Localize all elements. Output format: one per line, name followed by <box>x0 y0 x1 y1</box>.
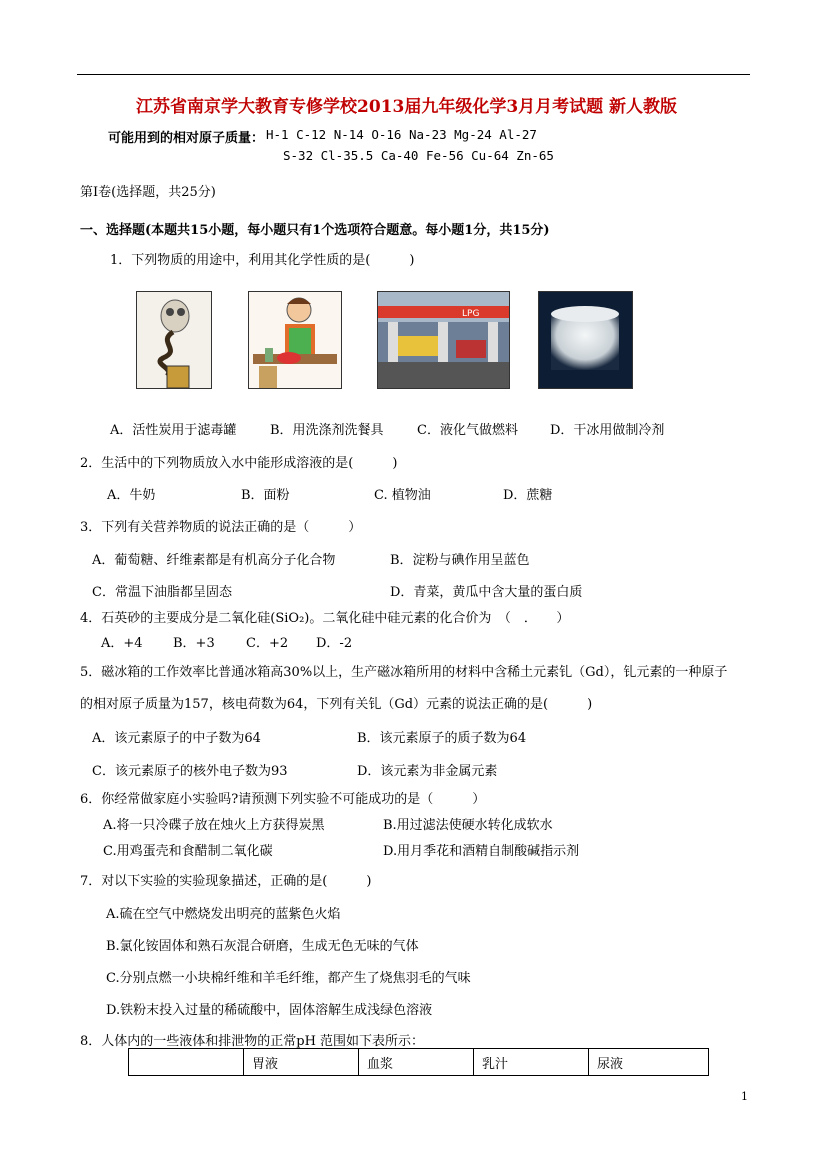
gas-mask-image <box>136 291 212 389</box>
page-number: 1 <box>741 1090 748 1103</box>
question-5-option-a: A．该元素原子的中子数为64 <box>92 731 261 746</box>
question-3-option-d: D．青菜，黄瓜中含大量的蛋白质 <box>390 585 583 600</box>
question-1-option-c: C．液化气做燃料 <box>417 423 518 438</box>
question-3-option-b: B．淀粉与碘作用呈蓝色 <box>390 553 530 568</box>
question-5-stem-continued: 的相对原子质量为157，核电荷数为64，下列有关钆（Gd）元素的说法正确的是( ) <box>80 697 593 712</box>
lpg-station-image <box>377 291 510 389</box>
question-1-stem: 1．下列物质的用途中，利用其化学性质的是( ) <box>110 253 415 268</box>
question-2-option-c: C. 植物油 <box>374 488 431 503</box>
volume-header: 第Ⅰ卷(选择题，共25分) <box>80 185 216 200</box>
question-2-option-b: B．面粉 <box>241 488 290 503</box>
atomic-mass-line-2: S-32 Cl-35.5 Ca-40 Fe-56 Cu-64 Zn-65 <box>283 148 554 163</box>
table-header-cell: 胃液 <box>244 1049 359 1076</box>
table-row <box>129 1049 709 1076</box>
atomic-mass-line-1: H-1 C-12 N-14 O-16 Na-23 Mg-24 Al-27 <box>266 127 537 142</box>
question-3-option-a: A．葡萄糖、纤维素都是有机高分子化合物 <box>92 553 336 568</box>
question-4-option-d: D．-2 <box>316 636 353 651</box>
question-7-option-b: B.氯化铵固体和熟石灰混合研磨，生成无色无味的气体 <box>106 939 419 954</box>
question-3-stem: 3．下列有关营养物质的说法正确的是（ ） <box>80 520 362 535</box>
question-1-option-a: A．活性炭用于滤毒罐 <box>110 423 237 438</box>
page-title: 江苏省南京学大教育专修学校2013届九年级化学3月月考试题 新人教版 <box>136 97 678 117</box>
question-7-option-c: C.分别点燃一小块棉纤维和羊毛纤维，都产生了烧焦羽毛的气味 <box>106 971 471 986</box>
ph-table <box>128 1048 709 1076</box>
question-3-option-c: C．常温下油脂都呈固态 <box>92 585 232 600</box>
question-6-option-b: B.用过滤法使硬水转化成软水 <box>383 818 553 833</box>
question-4-option-b: B．+3 <box>173 636 215 651</box>
question-2-option-a: A．牛奶 <box>107 488 156 503</box>
question-4-stem: 4．石英砂的主要成分是二氧化硅(SiO₂)。二氧化硅中硅元素的化合价为 （ ． ） <box>80 611 570 626</box>
question-6-option-d: D.用月季花和酒精自制酸碱指示剂 <box>383 844 580 859</box>
question-4-option-c: C．+2 <box>246 636 289 651</box>
table-header-cell: 尿液 <box>589 1049 709 1076</box>
svg-text:LPG: LPG <box>462 309 480 319</box>
question-1-option-b: B．用洗涤剂洗餐具 <box>270 423 384 438</box>
question-5-option-d: D．该元素为非金属元素 <box>357 764 498 779</box>
section-header: 一、选择题(本题共15小题，每小题只有1个选项符合题意。每小题1分，共15分) <box>80 223 550 238</box>
question-5-stem: 5．磁冰箱的工作效率比普通冰箱高30%以上，生产磁冰箱所用的材料中含稀土元素钆（Gd），钆元素的一种原子 <box>80 665 728 680</box>
question-6-stem: 6．你经常做家庭小实验吗?请预测下列实验不可能成功的是（ ） <box>80 792 486 807</box>
question-7-option-a: A.硫在空气中燃烧发出明亮的蓝紫色火焰 <box>106 907 341 922</box>
question-7-option-d: D.铁粉末投入过量的稀硫酸中，固体溶解生成浅绿色溶液 <box>106 1003 433 1018</box>
dishwashing-person-image <box>248 291 342 389</box>
dry-ice-image <box>538 291 633 389</box>
header-rule <box>77 74 750 75</box>
question-7-stem: 7．对以下实验的实验现象描述，正确的是( ) <box>80 874 372 889</box>
question-1-option-d: D．干冰用做制冷剂 <box>550 423 665 438</box>
question-5-option-c: C．该元素原子的核外电子数为93 <box>92 764 288 779</box>
question-4-option-a: A．+4 <box>101 636 143 651</box>
table-header-cell <box>129 1049 244 1076</box>
question-2-option-d: D．蔗糖 <box>503 488 553 503</box>
question-5-option-b: B．该元素原子的质子数为64 <box>357 731 527 746</box>
table-header-cell: 乳汁 <box>474 1049 589 1076</box>
question-6-option-c: C.用鸡蛋壳和食醋制二氧化碳 <box>103 844 273 859</box>
question-8-stem: 8．人体内的一些液体和排泄物的正常pH 范围如下表所示： <box>80 1034 425 1049</box>
question-2-stem: 2．生活中的下列物质放入水中能形成溶液的是( ) <box>80 456 398 471</box>
table-header-cell: 血浆 <box>359 1049 474 1076</box>
question-6-option-a: A.将一只冷碟子放在烛火上方获得炭黑 <box>103 818 325 833</box>
atomic-mass-label: 可能用到的相对原子质量： <box>108 131 265 146</box>
